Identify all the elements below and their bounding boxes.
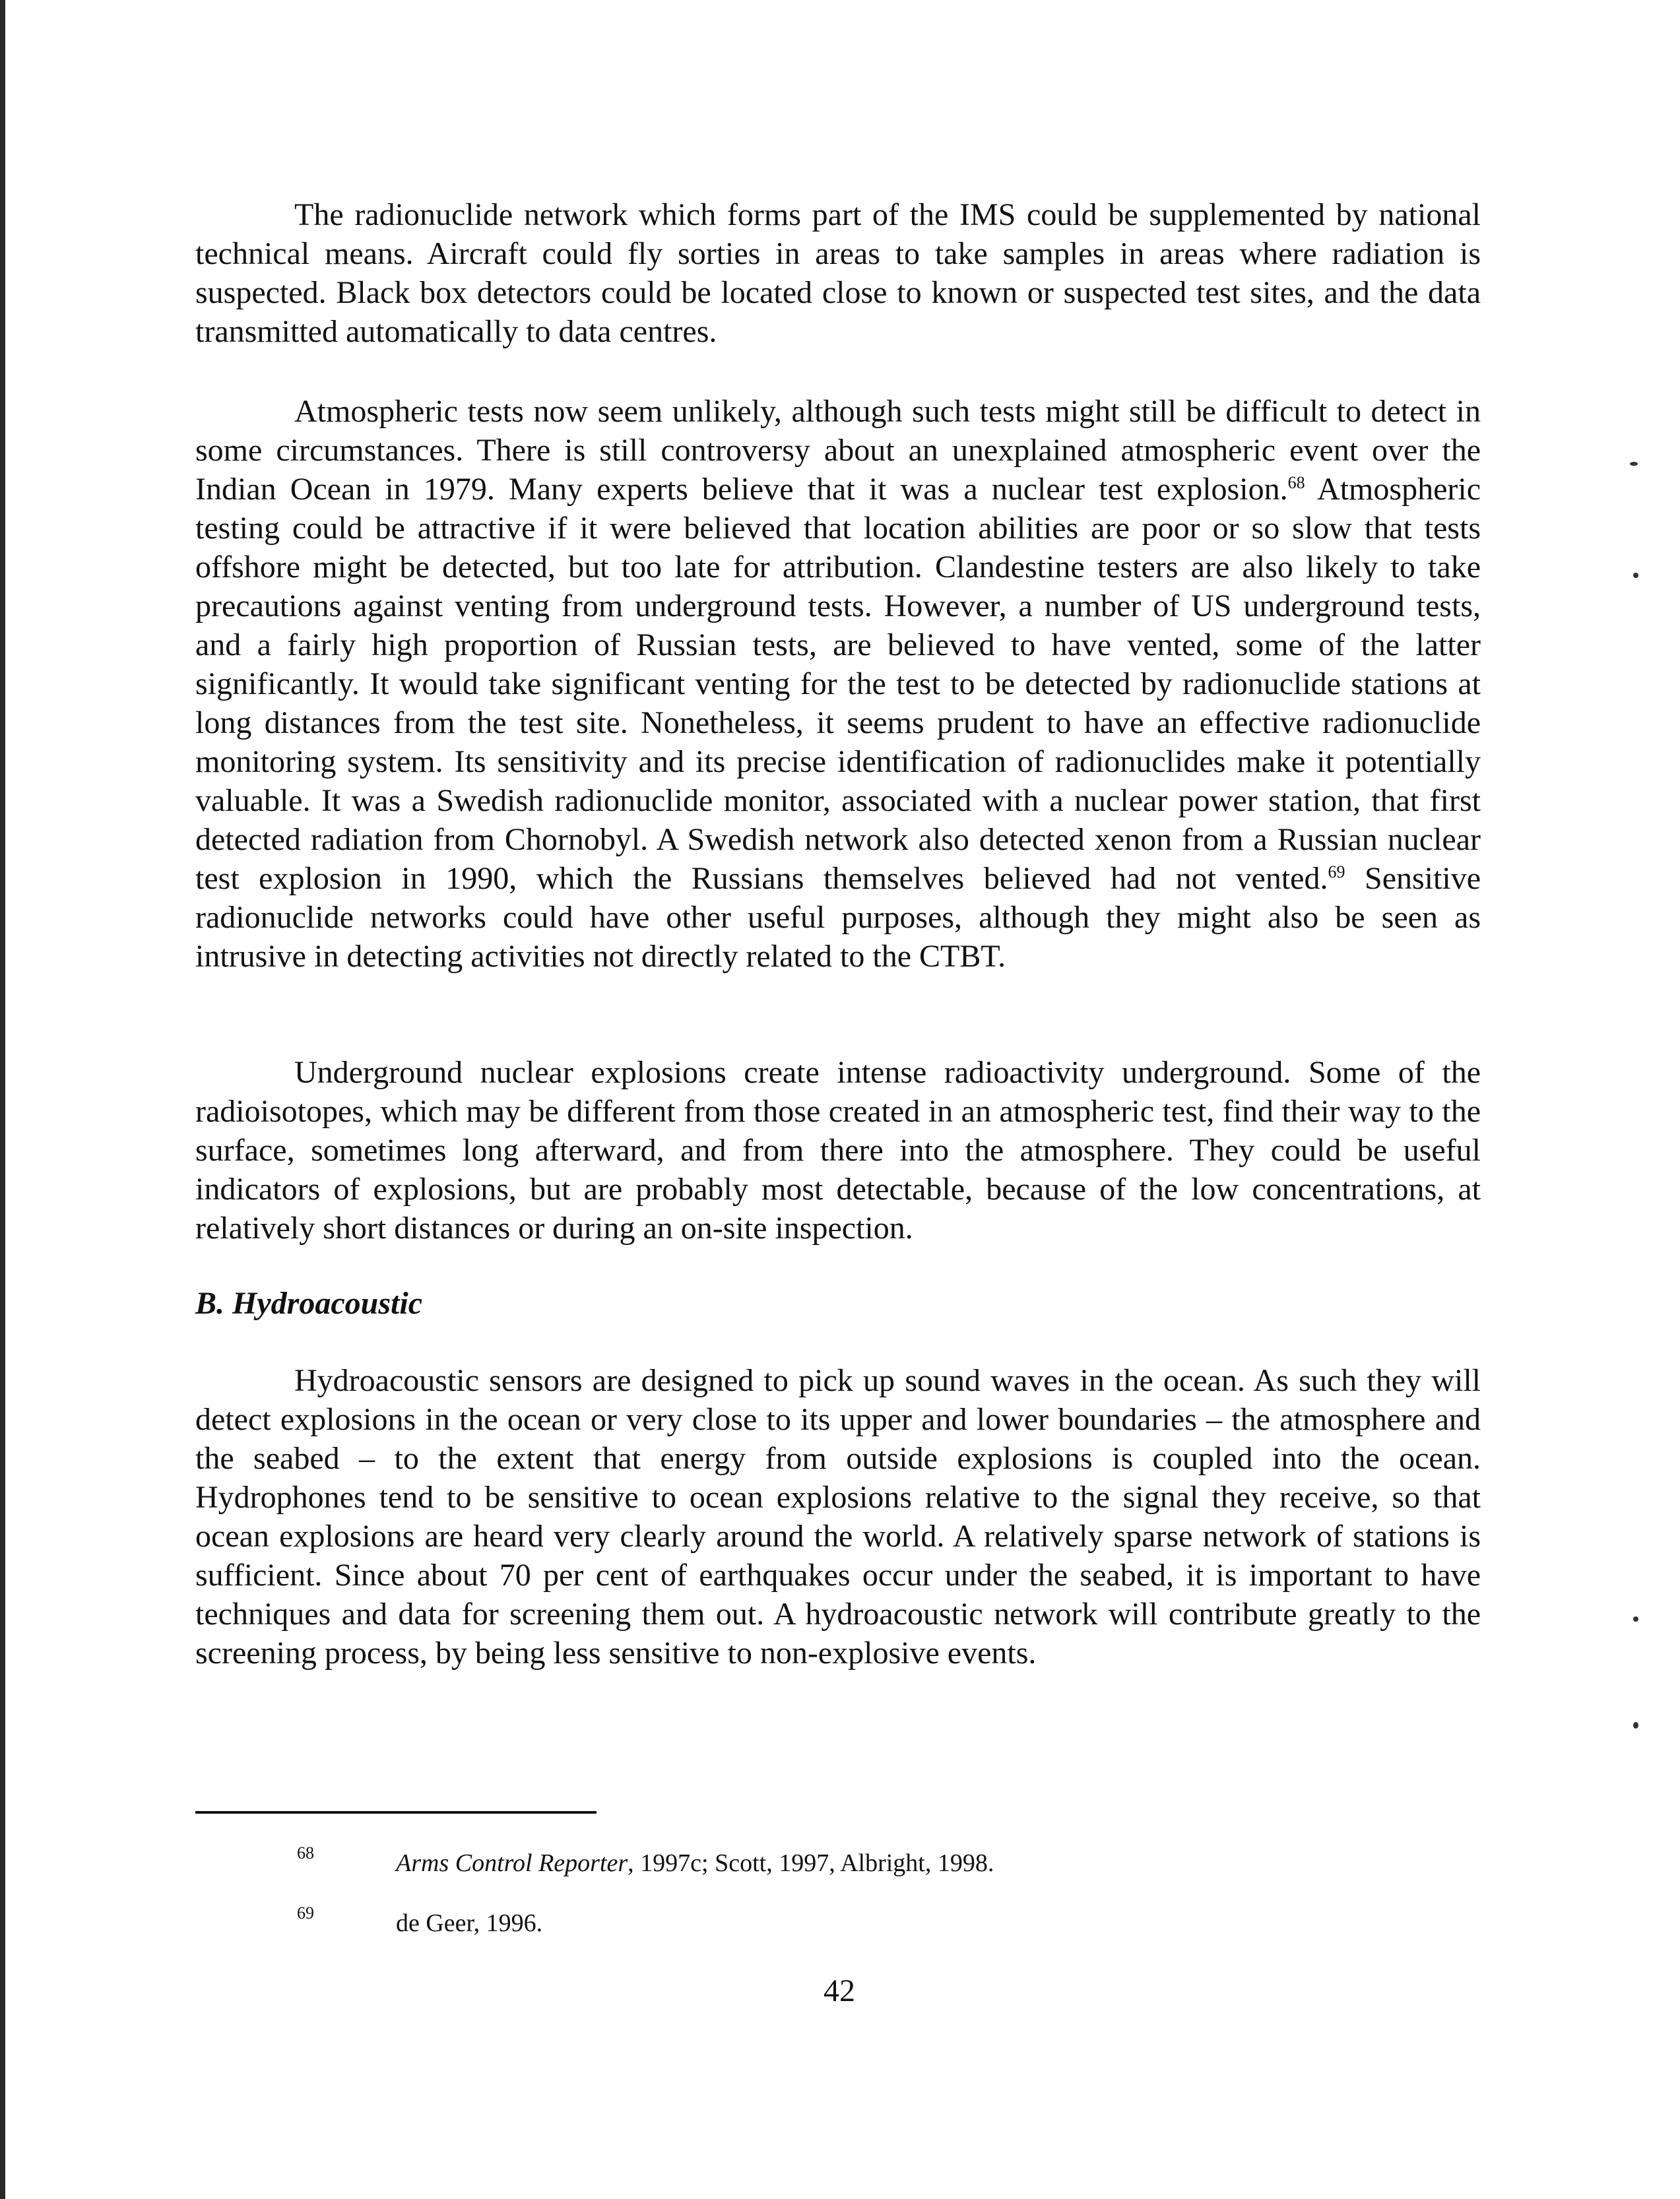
paragraph-hydroacoustic: Hydroacoustic sensors are designed to pick up sound waves in the ocean. As such they will detect explosions in the ocean or very close to its upper and lower boundaries – the atmosphere and the seabed – to the extent that energy from outside explosions is coupled into the ocean. Hydrophones tend to be sensitive to ocean explosions relative to the signal they receive, so that ocean explosions are heard very clearly around the world. A relatively sparse network of stations is sufficient. Since about 70 per cent of earthquakes occur under the seabed, it is important to have techniques and data for screening them out. A hydroacoustic network will contribute greatly to the screening process, by being less sensitive to non-explosive events. (195, 1363, 1481, 1671)
footnote-number: 68 (297, 1843, 314, 1863)
footnote-text (396, 1849, 994, 1878)
footnote-text (396, 1909, 542, 1938)
footnote-ref-69: 69 (1328, 862, 1345, 881)
scan-speck (1633, 1722, 1638, 1729)
paragraph-text: Atmospheric tests now seem unlikely, although such tests might still be difficult to detect in some circumstances. There is still controversy about an unexplained atmospheric event over the Indian Ocean in 1979. Many experts believe that it was a nuclear test explosion. (195, 394, 1481, 507)
footnote-italic-title: Arms Control Reporter (396, 1849, 628, 1877)
paragraph-text: Atmospheric testing could be attractive if it were believed that location abilities are poor or so slow that tests offshore might be detected, but too late for attribution. Clandestine testers are also likely to take precautions against venting from underground tests. However, a number of US underground tests, and a fairly high proportion of Russian tests, are believed to have vented, some of the latter significantly. It would take significant venting for the test to be detected by radionuclide stations at long distances from the test site. Nonetheless, it seems prudent to have an effective radionuclide monitoring system. Its sensitivity and its precise identification of radionuclides make it potentially valuable. It was a Swedish radionuclide monitor, associated with a nuclear power station, that first detected radiation from Chornobyl. A Swedish network also detected xenon from a Russian nuclear test explosion in 1990, which the Russians themselves believed had not vented. (195, 472, 1481, 896)
paragraph-text: Sensitive radionuclide networks could have other useful purposes, although they might also be seen as intrusive in detecting activities not directly related to the CTBT. (195, 861, 1481, 974)
section-heading: B. Hydroacoustic (195, 1286, 422, 1321)
paragraph-atmospheric-tests (195, 392, 1481, 976)
footnote-ref-68: 68 (1287, 473, 1305, 492)
footnote-number: 69 (297, 1903, 314, 1923)
scan-speck (1633, 1616, 1638, 1622)
paragraph-radionuclide-network: The radionuclide network which forms part of the IMS could be supplemented by national technical means. Aircraft could fly sorties in areas to take samples in areas where radiation is suspected. Black box detectors could be located close to known or suspected test sites, and the data transmitted automatically to data centres. (195, 197, 1481, 349)
scan-speck (1630, 462, 1638, 466)
footnote-citation: de Geer, 1996. (396, 1909, 543, 1937)
scan-speck (1633, 573, 1638, 578)
scan-left-edge (0, 0, 5, 2199)
paragraph-underground-explosions: Underground nuclear explosions create intense radioactivity underground. Some of the radioisotopes, which may be different from those created in an atmospheric test, find their way to the surface, sometimes long afterward, and from there into the atmosphere. They could be useful indicators of explosions, but are probably most detectable, because of the low concentrations, at relatively short distances or during an on-site inspection. (195, 1055, 1481, 1246)
footnote-separator (195, 1811, 597, 1814)
footnote-citation: , 1997c; Scott, 1997, Albright, 1998. (628, 1849, 994, 1877)
page-number: 42 (824, 1973, 855, 2008)
